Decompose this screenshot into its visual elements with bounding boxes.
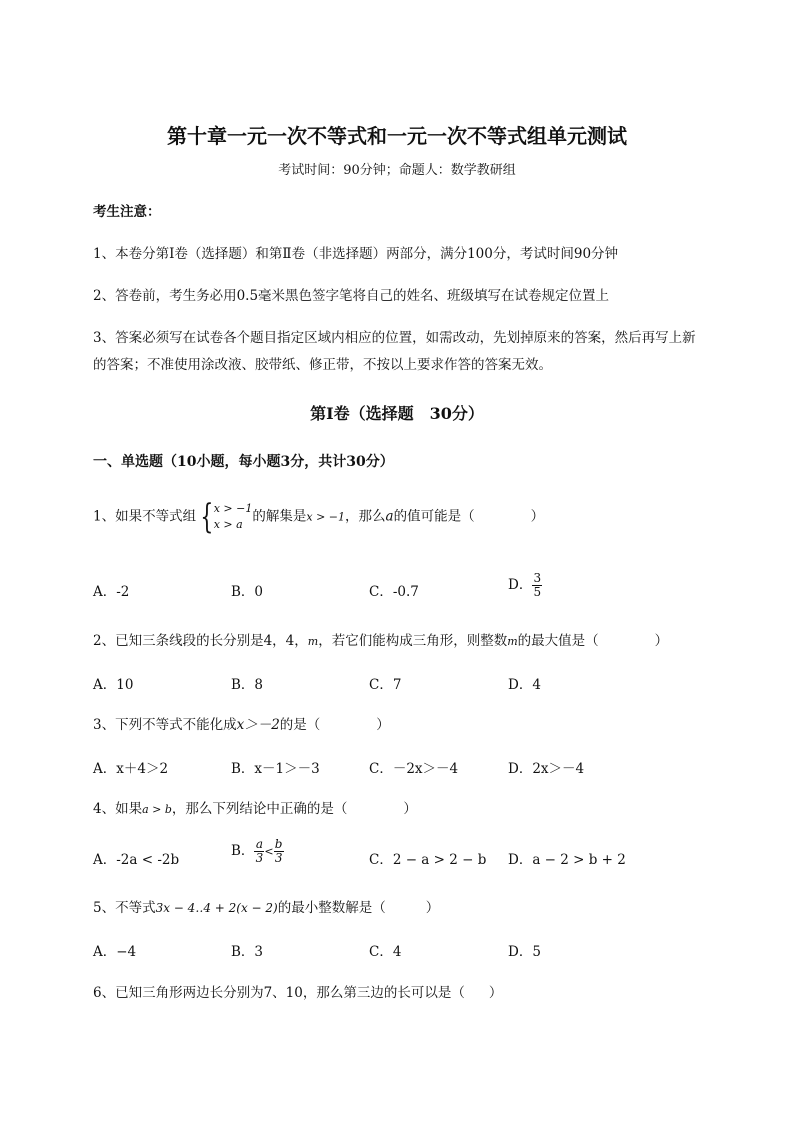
- q6-stem: 6、已知三角形两边长分别为7、10，那么第三边的长可以是（: [93, 985, 465, 1001]
- q2-stem-end: 的最大值是（: [517, 633, 599, 649]
- q1-option-c[interactable]: C．-0.7: [369, 584, 419, 600]
- q3-stem-end: 的是（: [279, 717, 321, 733]
- q2-option-b[interactable]: B．8: [231, 677, 264, 693]
- q1-option-a[interactable]: A．-2: [93, 584, 130, 600]
- q4-option-d[interactable]: D．a − 2 > b + 2: [508, 852, 626, 868]
- q1-option-d-label: D．: [508, 577, 533, 593]
- q4-option-b-rel: <: [264, 845, 274, 858]
- q1-cond: x > −1: [306, 510, 346, 524]
- q3-option-a[interactable]: A．x＋4＞2: [93, 761, 169, 777]
- q5-stem-pre: 5、不等式: [93, 900, 156, 916]
- q2-close: ）: [654, 633, 669, 649]
- notice-item-3: 3、答案必须写在试卷各个题目指定区域内相应的位置，如需改动，先划掉原来的答案，然后再写上新: [93, 330, 696, 346]
- page-title: 第十章一元一次不等式和一元一次不等式组单元测试: [167, 124, 627, 148]
- question-1: [93, 497, 545, 537]
- q1-system-line-2: x > a: [213, 518, 243, 531]
- q5-option-a[interactable]: A．−4: [93, 944, 137, 960]
- q5-option-d[interactable]: D．5: [508, 944, 541, 960]
- q2-var: m: [307, 635, 319, 648]
- notice-item-2: 2、答卷前，考生务必用0.5毫米黑色签字笔将自己的姓名、班级填写在试卷规定位置上: [93, 288, 610, 304]
- q4-option-c[interactable]: C．2 − a > 2 − b: [369, 852, 487, 868]
- q4-option-b-label: B．: [231, 843, 255, 859]
- q5-expr: 3x − 4‥4 + 2(x − 2): [155, 901, 278, 915]
- q1-system-line-1: x > −1: [213, 502, 253, 515]
- q4-option-b-num2: b: [274, 837, 283, 851]
- q1-option-b[interactable]: B．0: [231, 584, 264, 600]
- q5-option-c[interactable]: C．4: [369, 944, 402, 960]
- q5-close: ）: [425, 900, 440, 916]
- q1-stem-end: 的值可能是（: [393, 508, 475, 525]
- q2-option-d[interactable]: D．4: [508, 677, 541, 693]
- q3-option-c[interactable]: C．－2x＞－4: [369, 761, 459, 777]
- q3-ineq: x＞－2: [236, 717, 280, 733]
- q1-stem-mid: 的解集是: [252, 508, 307, 525]
- q3-close: ）: [376, 717, 390, 733]
- q1-option-d-num: 3: [533, 571, 542, 585]
- q4-option-b-fraction-1: [254, 838, 264, 865]
- q1-close: ）: [530, 508, 545, 525]
- q1-stem-pre: 1、如果不等式组: [93, 508, 197, 525]
- notice-heading: 考生注意：: [93, 204, 161, 220]
- q2-option-a[interactable]: A．10: [93, 677, 134, 693]
- q4-option-b[interactable]: [231, 838, 284, 865]
- q3-stem-pre: 3、下列不等式不能化成: [93, 717, 237, 733]
- part-title: 一、单选题（10小题，每小题3分，共计30分）: [93, 454, 394, 470]
- q4-close: ）: [403, 801, 417, 817]
- q1-option-d-den: 5: [533, 585, 542, 599]
- question-2: [93, 629, 668, 649]
- q4-option-b-den2: 3: [274, 851, 283, 865]
- question-5: [93, 896, 439, 916]
- q2-stem: 2、已知三条线段的长分别是4，4，: [93, 633, 308, 649]
- q4-cond: a > b: [142, 803, 172, 816]
- question-6: [93, 981, 502, 1001]
- q1-system: [196, 497, 253, 537]
- q2-stem-mid: ，若它们能构成三角形，则整数: [318, 633, 508, 649]
- q5-option-b[interactable]: B．3: [231, 944, 264, 960]
- q4-option-b-fraction-2: [274, 838, 284, 865]
- q1-var: a: [385, 508, 394, 525]
- q1-option-d-fraction: [532, 572, 542, 599]
- q3-option-b[interactable]: B．x－1＞－3: [231, 761, 320, 777]
- question-4: [93, 797, 417, 817]
- section-title: 第Ⅰ卷（选择题 30分）: [310, 404, 484, 423]
- q2-var2: m: [507, 635, 518, 648]
- q3-option-d[interactable]: D．2x＞－4: [508, 761, 585, 777]
- exam-info: 考试时间：90分钟；命题人：数学教研组: [278, 163, 516, 178]
- q4-stem-pre: 4、如果: [93, 801, 143, 817]
- q4-option-b-num1: a: [255, 837, 263, 851]
- q4-option-b-den1: 3: [255, 851, 264, 865]
- q1-stem-post: ，那么: [345, 508, 386, 525]
- q5-stem-end: 的最小整数解是（: [277, 900, 386, 916]
- q1-option-d[interactable]: [508, 572, 542, 599]
- notice-item-1: 1、本卷分第Ⅰ卷（选择题）和第Ⅱ卷（非选择题）两部分，满分100分，考试时间90分钟: [93, 246, 619, 262]
- question-3: [93, 713, 390, 733]
- q6-close: ）: [488, 985, 503, 1001]
- brace-icon: {: [200, 497, 214, 537]
- notice-item-3-cont: 的答案；不准使用涂改液、胶带纸、修正带，不按以上要求作答的答案无效。: [93, 357, 552, 373]
- q4-option-a[interactable]: A．-2a < -2b: [93, 852, 180, 868]
- q2-option-c[interactable]: C．7: [369, 677, 402, 693]
- q4-stem-end: ，那么下列结论中正确的是（: [171, 801, 348, 817]
